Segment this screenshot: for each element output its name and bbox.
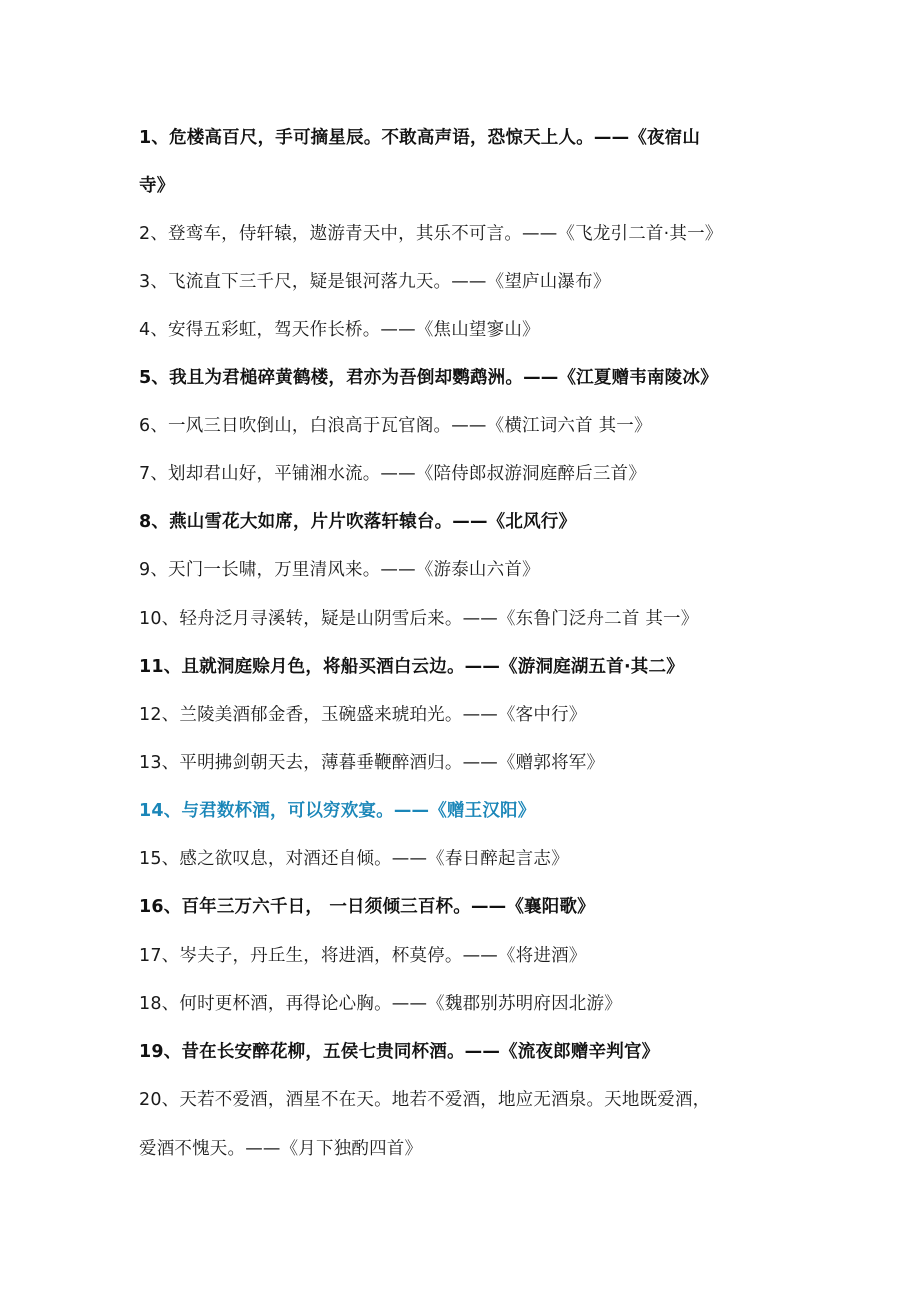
quote-10: 10、轻舟泛月寻溪转，疑是山阴雪后来。——《东鲁门泛舟二首 其一》: [139, 609, 699, 629]
quote-17: 17、岑夫子，丹丘生，将进酒，杯莫停。——《将进酒》: [139, 946, 587, 966]
quote-5: 5、我且为君槌碎黄鹤楼，君亦为吾倒却鹦鹉洲。——《江夏赠韦南陵冰》: [139, 368, 718, 388]
quote-19: 19、昔在长安醉花柳，五侯七贵同杯酒。——《流夜郎赠辛判官》: [139, 1042, 660, 1062]
quote-3: 3、飞流直下三千尺，疑是银河落九天。——《望庐山瀑布》: [139, 272, 611, 292]
quote-20-line-1: 20、天若不爱酒，酒星不在天。地若不爱酒，地应无酒泉。天地既爱酒，: [139, 1090, 711, 1110]
quote-13: 13、平明拂剑朝天去，薄暮垂鞭醉酒归。——《赠郭将军》: [139, 753, 605, 773]
quote-14: 14、与君数杯酒，可以穷欢宴。——《赠王汉阳》: [139, 801, 536, 821]
quote-1-line-1: 1、危楼高百尺，手可摘星辰。不敢高声语，恐惊天上人。——《夜宿山: [139, 128, 701, 148]
quote-16: 16、百年三万六千日， 一日须倾三百杯。——《襄阳歌》: [139, 897, 595, 917]
quote-8: 8、燕山雪花大如席，片片吹落轩辕台。——《北风行》: [139, 512, 577, 532]
quote-20-line-2: 爱酒不愧天。——《月下独酌四首》: [139, 1139, 423, 1159]
quote-9: 9、天门一长啸，万里清风来。——《游泰山六首》: [139, 560, 540, 580]
quote-18: 18、何时更杯酒，再得论心胸。——《魏郡别苏明府因北游》: [139, 994, 622, 1014]
quote-2: 2、登鸾车，侍轩辕，遨游青天中，其乐不可言。——《飞龙引二首·其一》: [139, 224, 723, 244]
quote-15: 15、感之欲叹息，对酒还自倾。——《春日醉起言志》: [139, 849, 569, 869]
quote-1-line-2: 寺》: [139, 176, 175, 196]
quote-4: 4、安得五彩虹，驾天作长桥。——《焦山望寥山》: [139, 320, 540, 340]
quote-6: 6、一风三日吹倒山，白浪高于瓦官阁。——《横江词六首 其一》: [139, 416, 652, 436]
quote-11: 11、且就洞庭赊月色，将船买酒白云边。——《游洞庭湖五首·其二》: [139, 657, 684, 677]
quote-12: 12、兰陵美酒郁金香，玉碗盛来琥珀光。——《客中行》: [139, 705, 587, 725]
quote-7: 7、划却君山好，平铺湘水流。——《陪侍郎叔游洞庭醉后三首》: [139, 464, 646, 484]
